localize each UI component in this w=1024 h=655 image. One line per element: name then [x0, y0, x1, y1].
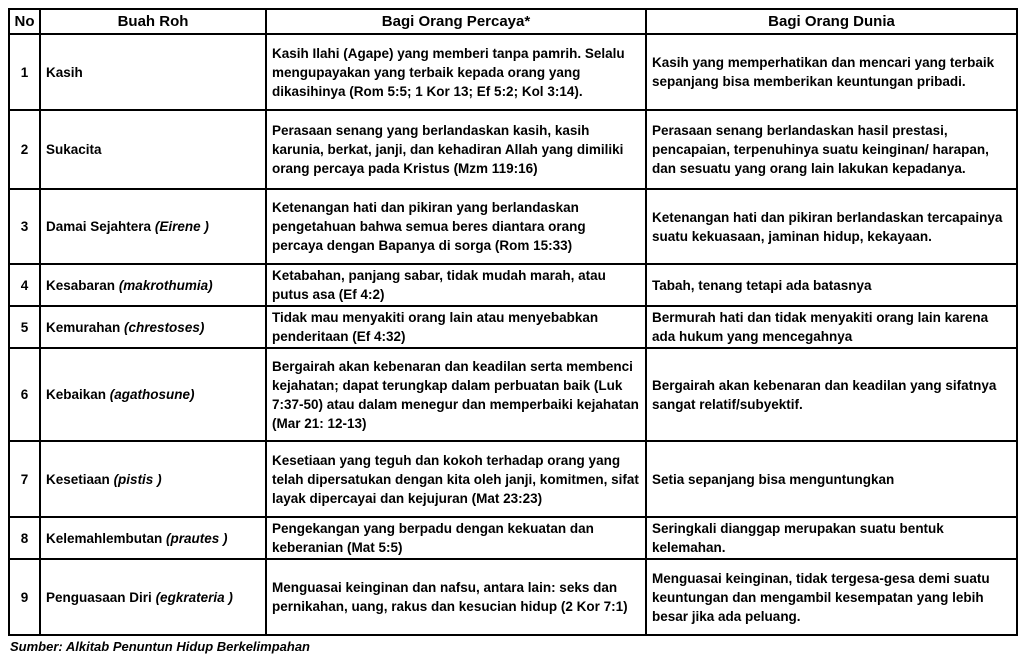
believer-description: Tidak mau menyakiti orang lain atau menyebabkan penderitaan (Ef 4:32) [266, 306, 646, 348]
fruit-name: Kesetiaan [46, 471, 110, 487]
fruit-name-cell [40, 306, 266, 348]
believer-description: Kesetiaan yang teguh dan kokoh terhadap orang yang telah dipersatukan dengan kita oleh janji, komitmen, sifat layak dipercayai dan kejujuran (Mat 23:23) [266, 441, 646, 517]
fruit-name: Sukacita [46, 142, 102, 157]
row-number: 7 [9, 441, 40, 517]
header-bagi-orang-dunia: Bagi Orang Dunia [646, 9, 1017, 34]
world-description: Menguasai keinginan, tidak tergesa-gesa demi suatu keuntungan dan mengambil kesempatan yang lebih besar jika ada peluang. [646, 559, 1017, 635]
world-description: Ketenangan hati dan pikiran berlandaskan tercapainya suatu kekuasaan, jaminan hidup, kekayaan. [646, 189, 1017, 264]
believer-description: Ketabahan, panjang sabar, tidak mudah marah, atau putus asa (Ef 4:2) [266, 264, 646, 306]
fruit-name-cell [40, 348, 266, 441]
fruit-greek-term: (prautes ) [166, 530, 228, 546]
row-number: 6 [9, 348, 40, 441]
fruit-name: Kesabaran [46, 277, 116, 293]
believer-description: Ketenangan hati dan pikiran yang berlandaskan pengetahuan bahwa semua beres diantara orang percaya dengan Bapanya di sorga (Rom 15:33) [266, 189, 646, 264]
fruit-name: Kelemahlembutan [46, 530, 163, 546]
believer-description: Perasaan senang yang berlandaskan kasih, kasih karunia, berkat, janji, dan kehadiran Allah yang dimiliki orang percaya pada Kristus (Mzm 119:16) [266, 110, 646, 189]
row-number: 5 [9, 306, 40, 348]
table-row [9, 559, 1017, 635]
fruit-name: Damai Sejahtera [46, 219, 152, 234]
believer-description: Menguasai keinginan dan nafsu, antara lain: seks dan pernikahan, uang, rakus dan kesucian hidup (2 Kor 7:1) [266, 559, 646, 635]
fruit-name-cell [40, 264, 266, 306]
fruit-name-cell [40, 189, 266, 264]
row-number: 9 [9, 559, 40, 635]
table-row [9, 110, 1017, 189]
header-row [9, 9, 1017, 34]
table-row [9, 441, 1017, 517]
fruit-name-cell [40, 441, 266, 517]
believer-description: Pengekangan yang berpadu dengan kekuatan dan keberanian (Mat 5:5) [266, 517, 646, 559]
world-description: Kasih yang memperhatikan dan mencari yang terbaik sepanjang bisa memberikan keuntungan pribadi. [646, 34, 1017, 110]
table-row [9, 264, 1017, 306]
fruit-of-spirit-table [8, 8, 1018, 636]
world-description: Seringkali dianggap merupakan suatu bentuk kelemahan. [646, 517, 1017, 559]
source-note: Sumber: Alkitab Penuntun Hidup Berkelimpahan [10, 639, 310, 654]
believer-description: Kasih Ilahi (Agape) yang memberi tanpa pamrih. Selalu mengupayakan yang terbaik kepada orang yang dikasihinya (Rom 5:5; 1 Kor 13; Ef 5:2; Kol 3:14). [266, 34, 646, 110]
world-description: Tabah, tenang tetapi ada batasnya [646, 264, 1017, 306]
fruit-name-cell [40, 559, 266, 635]
row-number: 2 [9, 110, 40, 189]
fruit-name-cell [40, 34, 266, 110]
table-row [9, 306, 1017, 348]
fruit-name: Kemurahan [46, 319, 121, 335]
header-buah-roh: Buah Roh [40, 9, 266, 34]
table-row [9, 34, 1017, 110]
header-bagi-orang-percaya: Bagi Orang Percaya* [266, 9, 646, 34]
row-number: 1 [9, 34, 40, 110]
fruit-name: Kasih [46, 64, 83, 80]
table-row [9, 517, 1017, 559]
fruit-name: Kebaikan [46, 387, 107, 402]
world-description: Perasaan senang berlandaskan hasil prestasi, pencapaian, terpenuhinya suatu keinginan/ harapan, dan sesuatu yang orang lain lakukan kepadanya. [646, 110, 1017, 189]
row-number: 8 [9, 517, 40, 559]
fruit-greek-term: (agathosune) [109, 387, 195, 402]
world-description: Setia sepanjang bisa menguntungkan [646, 441, 1017, 517]
table-row [9, 189, 1017, 264]
fruit-name: Penguasaan Diri [46, 589, 152, 605]
fruit-greek-term: (Eirene ) [154, 219, 209, 234]
header-no: No [9, 9, 40, 34]
world-description: Bergairah akan kebenaran dan keadilan yang sifatnya sangat relatif/subyektif. [646, 348, 1017, 441]
fruit-greek-term: (egkrateria ) [155, 589, 233, 605]
world-description: Bermurah hati dan tidak menyakiti orang lain karena ada hukum yang mencegahnya [646, 306, 1017, 348]
fruit-greek-term: (makrothumia) [118, 277, 213, 293]
fruit-name-cell [40, 517, 266, 559]
fruit-greek-term: (chrestoses) [124, 319, 205, 335]
table-row [9, 348, 1017, 441]
row-number: 4 [9, 264, 40, 306]
fruit-greek-term: (pistis ) [113, 471, 162, 487]
believer-description: Bergairah akan kebenaran dan keadilan serta membenci kejahatan; dapat terungkap dalam perbuatan baik (Luk 7:37-50) atau dalam menegur dan memperbaiki kejahatan (Mar 21: 12-13) [266, 348, 646, 441]
fruit-name-cell [40, 110, 266, 189]
row-number: 3 [9, 189, 40, 264]
